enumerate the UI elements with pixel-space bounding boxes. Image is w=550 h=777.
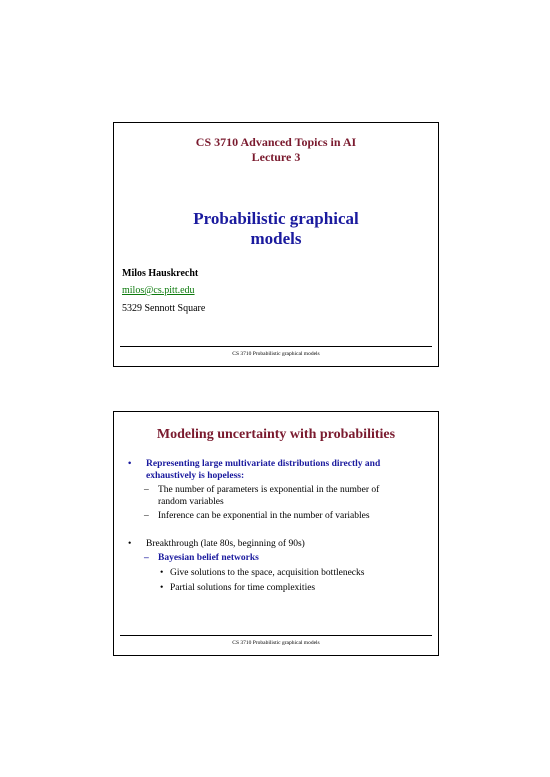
- slide-2: [113, 411, 439, 656]
- bullet-icon: •: [128, 459, 132, 469]
- bullet-icon: •: [128, 539, 132, 549]
- author-name: Milos Hauskrecht: [122, 268, 199, 279]
- author-email-link[interactable]: milos@cs.pitt.edu: [122, 285, 195, 296]
- sub-sub-bullet-item: [128, 567, 426, 579]
- sub-bullet-text-line: The number of parameters is exponential in the number of: [158, 485, 380, 495]
- sub-bullet-item: [128, 552, 426, 564]
- course-name: CS 3710 Advanced Topics in AI: [195, 135, 357, 149]
- bullet-text: Breakthrough (late 80s, beginning of 90s): [146, 539, 305, 549]
- sub-bullet-item: [128, 510, 426, 522]
- sub-sub-bullet-text: Give solutions to the space, acquisition bottlenecks: [170, 568, 365, 578]
- footer-divider: [120, 635, 432, 636]
- sub-bullet-text-line: random variables: [158, 497, 224, 507]
- slide-1: [113, 122, 439, 367]
- dash-icon: –: [144, 511, 149, 521]
- bullet-text-line: exhaustively is hopeless:: [146, 471, 245, 481]
- dash-icon: –: [144, 553, 149, 563]
- sub-bullet-text: Bayesian belief networks: [158, 553, 259, 563]
- sub-sub-bullet-item: [128, 582, 426, 594]
- lecture-number: Lecture 3: [251, 150, 301, 164]
- dash-icon: –: [144, 485, 149, 495]
- slide-footer: CS 3710 Probabilistic graphical models: [232, 640, 320, 646]
- bullet-list: [128, 458, 426, 594]
- sub-bullet-item: [128, 484, 426, 508]
- bullet-icon: •: [160, 568, 164, 578]
- title-line-2: models: [250, 229, 302, 248]
- slide-footer: CS 3710 Probabilistic graphical models: [232, 351, 320, 357]
- bullet-icon: •: [160, 583, 164, 593]
- sub-bullet-text: Inference can be exponential in the number of variables: [158, 511, 370, 521]
- course-heading: [114, 135, 438, 165]
- bullet-item: [128, 458, 426, 482]
- bullet-item: [128, 538, 426, 550]
- bullet-text-line: Representing large multivariate distributions directly and: [146, 459, 381, 469]
- title-line-1: Probabilistic graphical: [193, 209, 359, 228]
- slide-title: Modeling uncertainty with probabilities: [156, 427, 396, 442]
- office-location: 5329 Sennott Square: [122, 303, 206, 314]
- footer-divider: [120, 346, 432, 347]
- slide-title: [114, 209, 438, 249]
- sub-sub-bullet-text: Partial solutions for time complexities: [170, 583, 316, 593]
